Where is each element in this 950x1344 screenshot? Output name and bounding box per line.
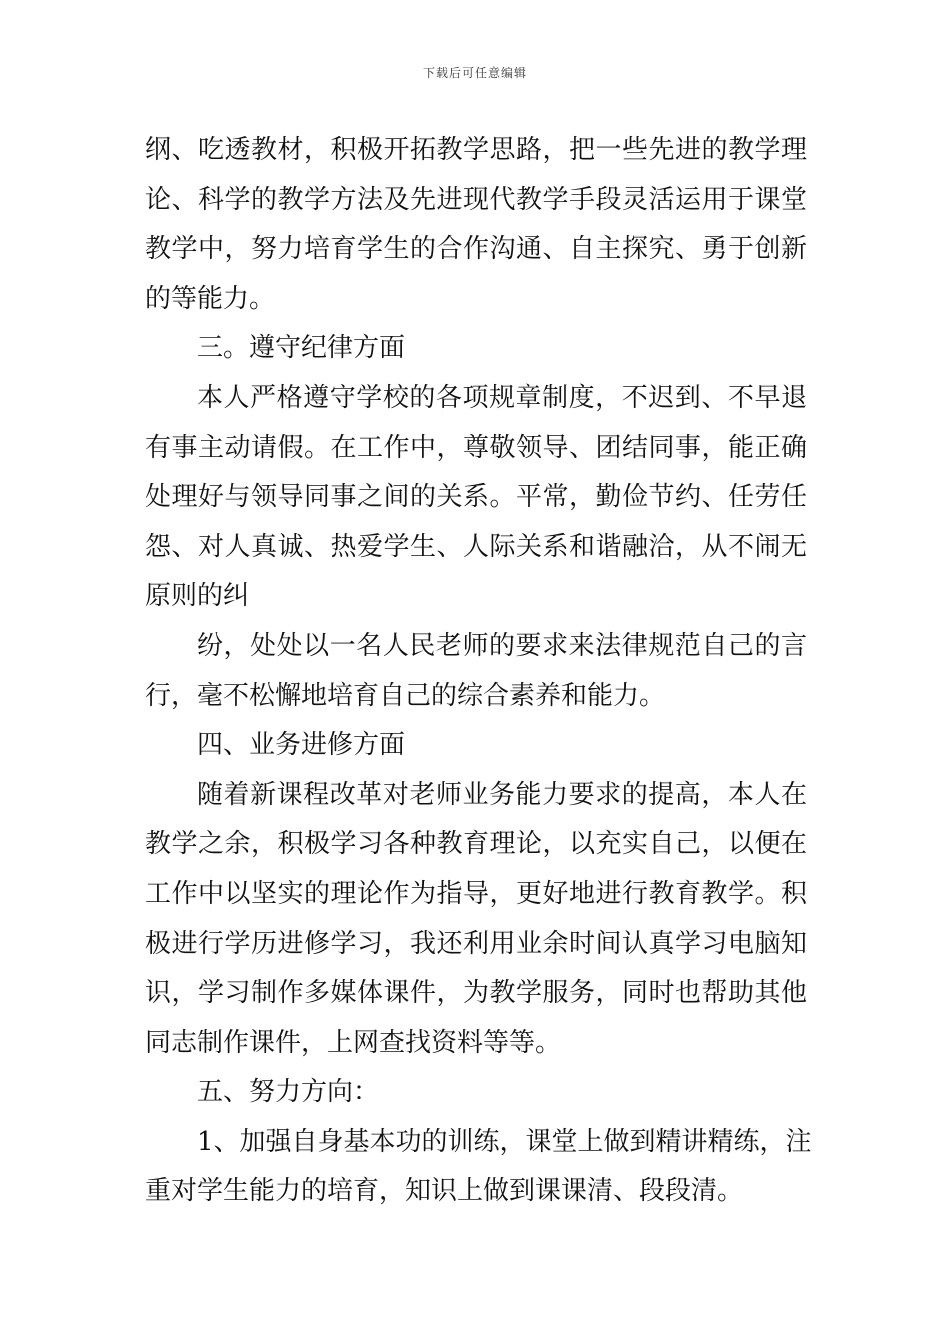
- text-line: 极进行学历进修学习，我还利用业余时间认真学习电脑知: [145, 928, 807, 959]
- text-line: 纷，处处以一名人民老师的要求来法律规范自己的言: [197, 630, 807, 661]
- text-line: 原则的纠: [145, 581, 250, 612]
- text-line: 随着新课程改革对老师业务能力要求的提高，本人在: [197, 779, 807, 810]
- text-line: 1、加强自身基本功的训练，课堂上做到精讲精练，注: [197, 1126, 812, 1157]
- text-line: 本人严格遵守学校的各项规章制度，不迟到、不早退: [197, 382, 807, 413]
- text-line: 同志制作课件，上网查找资料等等。: [145, 1027, 562, 1058]
- text-line: 识，学习制作多媒体课件，为教学服务，同时也帮助其他: [145, 978, 807, 1009]
- text-line: 四、业务进修方面: [197, 730, 406, 761]
- text-line: 五、努力方向：: [197, 1077, 380, 1108]
- text-line: 论、科学的教学方法及先进现代教学手段灵活运用于课堂: [145, 184, 807, 215]
- text-line: 重对学生能力的培育，知识上做到课课清、段段清。: [145, 1176, 744, 1207]
- text-line: 纲、吃透教材，积极开拓教学思路，把一些先进的教学理: [145, 135, 807, 165]
- text-line: 三。遵守纪律方面: [197, 333, 406, 364]
- text-line: 教学之余，积极学习各种教育理论，以充实自己，以便在: [145, 829, 807, 860]
- page-header-note: 下载后可任意编辑: [422, 66, 527, 80]
- text-line: 有事主动请假。在工作中，尊敬领导、团结同事，能正确: [145, 432, 807, 463]
- text-line: 处理好与领导同事之间的关系。平常，勤俭节约、任劳任: [145, 482, 807, 513]
- text-line: 的等能力。: [145, 283, 276, 314]
- text-line: 行，毫不松懈地培育自己的综合素养和能力。: [145, 680, 666, 711]
- text-line: 工作中以坚实的理论作为指导，更好地进行教育教学。积: [145, 878, 807, 909]
- text-line: 怨、对人真诚、热爱学生、人际关系和谐融洽，从不闹无: [145, 531, 807, 562]
- document-body: [145, 126, 812, 1217]
- text-line: 教学中，努力培育学生的合作沟通、自主探究、勇于创新: [145, 234, 807, 265]
